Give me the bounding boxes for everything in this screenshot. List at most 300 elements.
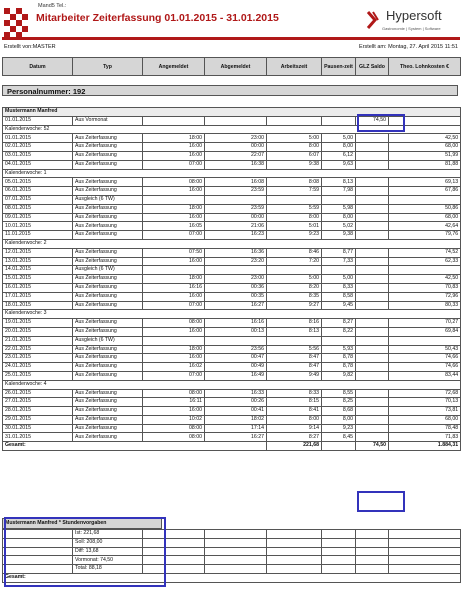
cost-cell: [389, 336, 461, 345]
summary-empty-cell: [389, 538, 461, 547]
logo-name: Hypersoft: [386, 8, 442, 23]
summary-line: Diff: 13,68: [73, 547, 143, 556]
hours-cell: 8,58: [322, 292, 356, 301]
table-row: [3, 345, 461, 354]
cost-cell: 51,99: [389, 151, 461, 160]
date-cell: 25.01.2015: [3, 371, 73, 380]
logout-cell: 00:00: [205, 143, 267, 152]
table-row: [3, 275, 461, 284]
worktime-cell: 7:59: [267, 187, 322, 196]
cost-cell: 71,83: [389, 433, 461, 442]
login-cell: 07:00: [143, 160, 205, 169]
type-cell: Aus Zeiterfassung: [73, 178, 143, 187]
hours-cell: [322, 336, 356, 345]
col-glz-saldo: GLZ Saldo: [356, 58, 389, 76]
calendar-week-label: Kalenderwoche: 2: [3, 239, 461, 248]
summary-empty-cell: [267, 530, 322, 539]
hours-cell: 8,22: [322, 327, 356, 336]
table-row: [3, 371, 461, 380]
glz-cell: [356, 424, 389, 433]
glz-cell: [356, 160, 389, 169]
table-row: [3, 213, 461, 222]
worktime-cell: 9:14: [267, 424, 322, 433]
worktime-cell: 8:15: [267, 398, 322, 407]
cost-cell: 68,00: [389, 143, 461, 152]
glz-cell: [356, 275, 389, 284]
logout-cell: 23:00: [205, 134, 267, 143]
login-cell: 16:00: [143, 213, 205, 222]
login-cell: 16:00: [143, 327, 205, 336]
date-cell: 15.01.2015: [3, 275, 73, 284]
worktime-cell: 8:08: [267, 178, 322, 187]
table-row: [3, 143, 461, 152]
logout-cell: 23:56: [205, 345, 267, 354]
created-at: Erstellt am: Montag, 27. April 2015 11:51: [359, 44, 458, 50]
table-row: [3, 389, 461, 398]
glz-cell: [356, 151, 389, 160]
summary-empty-cell: [322, 565, 356, 574]
calendar-week-row: [3, 239, 461, 248]
worktime-cell: 9:23: [267, 231, 322, 240]
summary-empty-cell: [205, 547, 267, 556]
summary-line: Ist: 221,68: [73, 530, 143, 539]
worktime-cell: 8:35: [267, 292, 322, 301]
created-by: Erstellt von:MASTER: [4, 44, 56, 50]
glz-cell: [356, 389, 389, 398]
type-cell: Aus Zeiterfassung: [73, 363, 143, 372]
date-cell: 18.01.2015: [3, 301, 73, 310]
logout-cell: 16:36: [205, 248, 267, 257]
logout-cell: 00:26: [205, 398, 267, 407]
table-row: [3, 424, 461, 433]
cost-cell: 67,86: [389, 187, 461, 196]
hours-cell: 8,33: [322, 283, 356, 292]
type-cell: Aus Zeiterfassung: [73, 222, 143, 231]
table-row: [3, 301, 461, 310]
cost-cell: [389, 195, 461, 204]
summary-empty-cell: [389, 556, 461, 565]
table-row: [3, 160, 461, 169]
worktime-cell: 8:13: [267, 327, 322, 336]
cost-cell: 42,50: [389, 134, 461, 143]
column-header: [2, 57, 461, 76]
cost-cell: 70,27: [389, 319, 461, 328]
cost-cell: 62,33: [389, 257, 461, 266]
type-cell: Aus Zeiterfassung: [73, 204, 143, 213]
type-cell: Ausgleich (6 TW): [73, 336, 143, 345]
calendar-week-row: [3, 169, 461, 178]
hours-cell: 9,38: [322, 231, 356, 240]
date-cell: 01.01.2015: [3, 116, 73, 125]
table-row: [3, 283, 461, 292]
worktime-cell: 8:27: [267, 433, 322, 442]
hours-cell: 8,77: [322, 248, 356, 257]
date-cell: 02.01.2015: [3, 143, 73, 152]
type-cell: Aus Vormonat: [73, 116, 143, 125]
table-row: [3, 204, 461, 213]
summary-empty-cell: [389, 530, 461, 539]
cost-cell: 80,33: [389, 301, 461, 310]
hours-cell: 7,98: [322, 187, 356, 196]
worktime-cell: [267, 336, 322, 345]
cost-cell: 78,48: [389, 424, 461, 433]
worktime-cell: 8:00: [267, 143, 322, 152]
summary-empty-cell: [267, 547, 322, 556]
cost-cell: 68,00: [389, 213, 461, 222]
logout-cell: 00:36: [205, 283, 267, 292]
worktime-cell: 8:46: [267, 248, 322, 257]
hours-cell: 8,68: [322, 407, 356, 416]
worktime-cell: 8:41: [267, 407, 322, 416]
hours-cell: [322, 266, 356, 275]
hours-cell: 8,13: [322, 178, 356, 187]
login-cell: 07:00: [143, 371, 205, 380]
hours-cell: 8,00: [322, 213, 356, 222]
type-cell: Aus Zeiterfassung: [73, 292, 143, 301]
hours-cell: 8,25: [322, 398, 356, 407]
type-cell: Aus Zeiterfassung: [73, 213, 143, 222]
logout-cell: 00:41: [205, 407, 267, 416]
summary-empty-cell: [356, 538, 389, 547]
worktime-cell: 8:47: [267, 363, 322, 372]
summary-empty-cell: [356, 565, 389, 574]
date-cell: 09.01.2015: [3, 213, 73, 222]
hours-cell: 5,93: [322, 345, 356, 354]
login-cell: 16:00: [143, 151, 205, 160]
hours-cell: 5,98: [322, 204, 356, 213]
login-cell: 16:11: [143, 398, 205, 407]
type-cell: Aus Zeiterfassung: [73, 151, 143, 160]
login-cell: 07:00: [143, 231, 205, 240]
col-pausenzeit: Pausen-zeit: [322, 58, 356, 76]
total-glz: 74,50: [356, 442, 389, 451]
summary-empty-cell: [356, 530, 389, 539]
glz-cell: [356, 292, 389, 301]
cost-cell: 42,50: [389, 275, 461, 284]
summary-empty-cell: [356, 556, 389, 565]
table-row: [3, 231, 461, 240]
login-cell: 18:00: [143, 275, 205, 284]
date-cell: 10.01.2015: [3, 222, 73, 231]
login-cell: 18:00: [143, 345, 205, 354]
login-cell: 18:00: [143, 204, 205, 213]
logout-cell: 00:47: [205, 354, 267, 363]
cost-cell: 74,66: [389, 354, 461, 363]
total-worktime: 221,68: [267, 442, 322, 451]
worktime-cell: 5:00: [267, 134, 322, 143]
summary-empty-cell: [205, 538, 267, 547]
date-cell: 11.01.2015: [3, 231, 73, 240]
login-cell: 16:00: [143, 143, 205, 152]
login-cell: 16:00: [143, 187, 205, 196]
hours-cell: [322, 195, 356, 204]
summary-empty-cell: [267, 538, 322, 547]
person-name: Mustermann Manfred: [3, 108, 461, 117]
calendar-week-label: Kalenderwoche: 3: [3, 310, 461, 319]
logout-cell: 18:02: [205, 415, 267, 424]
type-cell: Aus Zeiterfassung: [73, 275, 143, 284]
summary-title: Mustermann Manfred * Stundenvorgaben: [3, 519, 162, 529]
table-row: [3, 415, 461, 424]
table-row: [3, 327, 461, 336]
type-cell: Aus Zeiterfassung: [73, 371, 143, 380]
summary-line: Total: 88,18: [73, 565, 143, 574]
date-cell: 30.01.2015: [3, 424, 73, 433]
cost-cell: [389, 266, 461, 275]
summary-empty-cell: [267, 556, 322, 565]
type-cell: Aus Zeiterfassung: [73, 187, 143, 196]
worktime-cell: 5:01: [267, 222, 322, 231]
hours-cell: 7,33: [322, 257, 356, 266]
cost-cell: 72,68: [389, 389, 461, 398]
login-cell: 18:00: [143, 134, 205, 143]
glz-cell: [356, 231, 389, 240]
table-row: [3, 257, 461, 266]
type-cell: Aus Zeiterfassung: [73, 160, 143, 169]
date-cell: 28.01.2015: [3, 407, 73, 416]
date-cell: 22.01.2015: [3, 345, 73, 354]
summary-empty-cell: [389, 565, 461, 574]
login-cell: 16:00: [143, 354, 205, 363]
login-cell: 16:16: [143, 283, 205, 292]
logo-subtitle: Gastronomie | System | Software: [382, 26, 441, 31]
type-cell: Aus Zeiterfassung: [73, 134, 143, 143]
cost-cell: 73,81: [389, 407, 461, 416]
login-cell: 07:50: [143, 248, 205, 257]
login-cell: 16:00: [143, 257, 205, 266]
mandant-label: Mand5 Tel.:: [38, 3, 67, 9]
type-cell: Aus Zeiterfassung: [73, 407, 143, 416]
table-row: [3, 178, 461, 187]
summary-empty-cell: [322, 556, 356, 565]
glz-cell: [356, 354, 389, 363]
summary-empty-cell: [205, 565, 267, 574]
cost-cell: 74,66: [389, 363, 461, 372]
table-row: [3, 134, 461, 143]
logout-cell: 17:14: [205, 424, 267, 433]
login-cell: 16:05: [143, 222, 205, 231]
logout-cell: 23:59: [205, 204, 267, 213]
calendar-week-row: [3, 310, 461, 319]
table-row: [3, 222, 461, 231]
logout-cell: 00:49: [205, 363, 267, 372]
type-cell: Aus Zeiterfassung: [73, 231, 143, 240]
worktime-cell: 5:59: [267, 204, 322, 213]
logout-cell: 00:00: [205, 213, 267, 222]
login-cell: [143, 195, 205, 204]
glz-cell: [356, 433, 389, 442]
date-cell: 04.01.2015: [3, 160, 73, 169]
date-cell: 26.01.2015: [3, 389, 73, 398]
hours-cell: [322, 116, 356, 125]
hours-cell: 8,78: [322, 363, 356, 372]
table-row: [3, 398, 461, 407]
date-cell: 20.01.2015: [3, 327, 73, 336]
cost-cell: 68,00: [389, 415, 461, 424]
worktime-cell: 8:33: [267, 389, 322, 398]
hours-cell: 8,55: [322, 389, 356, 398]
logout-cell: 16:27: [205, 301, 267, 310]
type-cell: Aus Zeiterfassung: [73, 345, 143, 354]
hours-cell: 9,63: [322, 160, 356, 169]
glz-cell: [356, 363, 389, 372]
table-row: [3, 433, 461, 442]
table-row: [3, 292, 461, 301]
col-abgemeldet: Abgemeldet: [205, 58, 267, 76]
glz-cell: 74,50: [356, 116, 389, 125]
personnel-number-header: Personalnummer: 192: [2, 85, 458, 96]
hours-cell: 9,82: [322, 371, 356, 380]
worktime-cell: 5:56: [267, 345, 322, 354]
date-cell: 13.01.2015: [3, 257, 73, 266]
date-cell: 06.01.2015: [3, 187, 73, 196]
date-cell: 17.01.2015: [3, 292, 73, 301]
cost-cell: 42,64: [389, 222, 461, 231]
logout-cell: 16:33: [205, 389, 267, 398]
glz-cell: [356, 257, 389, 266]
table-row: [3, 195, 461, 204]
worktime-cell: 9:38: [267, 160, 322, 169]
hours-cell: 8,00: [322, 415, 356, 424]
hours-cell: 8,45: [322, 433, 356, 442]
glz-cell: [356, 222, 389, 231]
date-cell: 08.01.2015: [3, 204, 73, 213]
summary-empty-cell: [356, 547, 389, 556]
hours-cell: 8,00: [322, 143, 356, 152]
calendar-week-row: [3, 380, 461, 389]
glz-cell: [356, 187, 389, 196]
cost-cell: 70,13: [389, 398, 461, 407]
glz-cell: [356, 345, 389, 354]
glz-cell: [356, 371, 389, 380]
logout-cell: [205, 195, 267, 204]
login-cell: 07:00: [143, 301, 205, 310]
col-datum: Datum: [3, 58, 73, 76]
glz-cell: [356, 398, 389, 407]
summary-empty-cell: [205, 530, 267, 539]
hours-cell: 5,00: [322, 275, 356, 284]
login-cell: 08:00: [143, 389, 205, 398]
type-cell: Ausgleich (6 TW): [73, 195, 143, 204]
summary-footer: Gesamt:: [3, 573, 461, 582]
type-cell: Aus Zeiterfassung: [73, 398, 143, 407]
worktime-cell: 8:16: [267, 319, 322, 328]
hours-cell: 9,23: [322, 424, 356, 433]
worktime-cell: [267, 116, 322, 125]
date-cell: 05.01.2015: [3, 178, 73, 187]
date-cell: 21.01.2015: [3, 336, 73, 345]
type-cell: Aus Zeiterfassung: [73, 319, 143, 328]
summary-empty-cell: [322, 538, 356, 547]
worktime-cell: 5:00: [267, 275, 322, 284]
highlight-summary: [4, 517, 166, 587]
date-cell: 14.01.2015: [3, 266, 73, 275]
table-row: [3, 319, 461, 328]
glz-cell: [356, 204, 389, 213]
logo-checker-icon: [4, 8, 28, 38]
logout-cell: 22:07: [205, 151, 267, 160]
hours-cell: 5,00: [322, 134, 356, 143]
logout-cell: 23:00: [205, 275, 267, 284]
worktime-cell: [267, 266, 322, 275]
summary-empty-cell: [267, 565, 322, 574]
login-cell: 08:00: [143, 178, 205, 187]
glz-cell: [356, 266, 389, 275]
table-row: [3, 407, 461, 416]
glz-cell: [356, 195, 389, 204]
col-arbeitszeit: Arbeitszeit: [267, 58, 322, 76]
worktime-cell: 7:20: [267, 257, 322, 266]
login-cell: 08:00: [143, 424, 205, 433]
glz-cell: [356, 178, 389, 187]
total-row: [3, 442, 461, 451]
calendar-week-label: Kalenderwoche: 4: [3, 380, 461, 389]
cost-cell: 50,43: [389, 345, 461, 354]
date-cell: 19.01.2015: [3, 319, 73, 328]
login-cell: [143, 336, 205, 345]
time-table: [2, 107, 461, 451]
type-cell: Ausgleich (6 TW): [73, 266, 143, 275]
cost-cell: 69,84: [389, 327, 461, 336]
hours-cell: 5,02: [322, 222, 356, 231]
hours-cell: 9,45: [322, 301, 356, 310]
login-cell: [143, 116, 205, 125]
date-cell: 07.01.2015: [3, 195, 73, 204]
cost-cell: 74,52: [389, 248, 461, 257]
cost-cell: 81,88: [389, 160, 461, 169]
glz-cell: [356, 407, 389, 416]
type-cell: Aus Zeiterfassung: [73, 283, 143, 292]
worktime-cell: 6:07: [267, 151, 322, 160]
cost-cell: 79,76: [389, 231, 461, 240]
worktime-cell: 9:49: [267, 371, 322, 380]
type-cell: Aus Zeiterfassung: [73, 354, 143, 363]
worktime-cell: 9:27: [267, 301, 322, 310]
date-cell: 27.01.2015: [3, 398, 73, 407]
table-row: [3, 354, 461, 363]
table-row: [3, 363, 461, 372]
hours-cell: 8,78: [322, 354, 356, 363]
logout-cell: 16:49: [205, 371, 267, 380]
logout-cell: 16:16: [205, 319, 267, 328]
worktime-cell: 8:20: [267, 283, 322, 292]
glz-cell: [356, 327, 389, 336]
type-cell: Aus Zeiterfassung: [73, 143, 143, 152]
date-cell: 03.01.2015: [3, 151, 73, 160]
report-title: Mitarbeiter Zeiterfassung 01.01.2015 - 31.01.2015: [36, 12, 279, 24]
table-row: [3, 336, 461, 345]
logout-cell: 23:59: [205, 187, 267, 196]
cost-cell: 69,13: [389, 178, 461, 187]
logout-cell: 16:27: [205, 433, 267, 442]
glz-cell: [356, 213, 389, 222]
table-row: [3, 248, 461, 257]
col-angemeldet: Angemeldet: [143, 58, 205, 76]
summary-empty-cell: [322, 547, 356, 556]
hours-cell: 6,12: [322, 151, 356, 160]
table-row: [3, 151, 461, 160]
logout-cell: 16:08: [205, 178, 267, 187]
glz-cell: [356, 336, 389, 345]
date-cell: 16.01.2015: [3, 283, 73, 292]
calendar-week-label: Kalenderwoche: 52: [3, 125, 461, 134]
login-cell: 16:00: [143, 292, 205, 301]
login-cell: 16:02: [143, 363, 205, 372]
summary-empty-cell: [389, 547, 461, 556]
date-cell: 12.01.2015: [3, 248, 73, 257]
type-cell: Aus Zeiterfassung: [73, 433, 143, 442]
glz-cell: [356, 283, 389, 292]
